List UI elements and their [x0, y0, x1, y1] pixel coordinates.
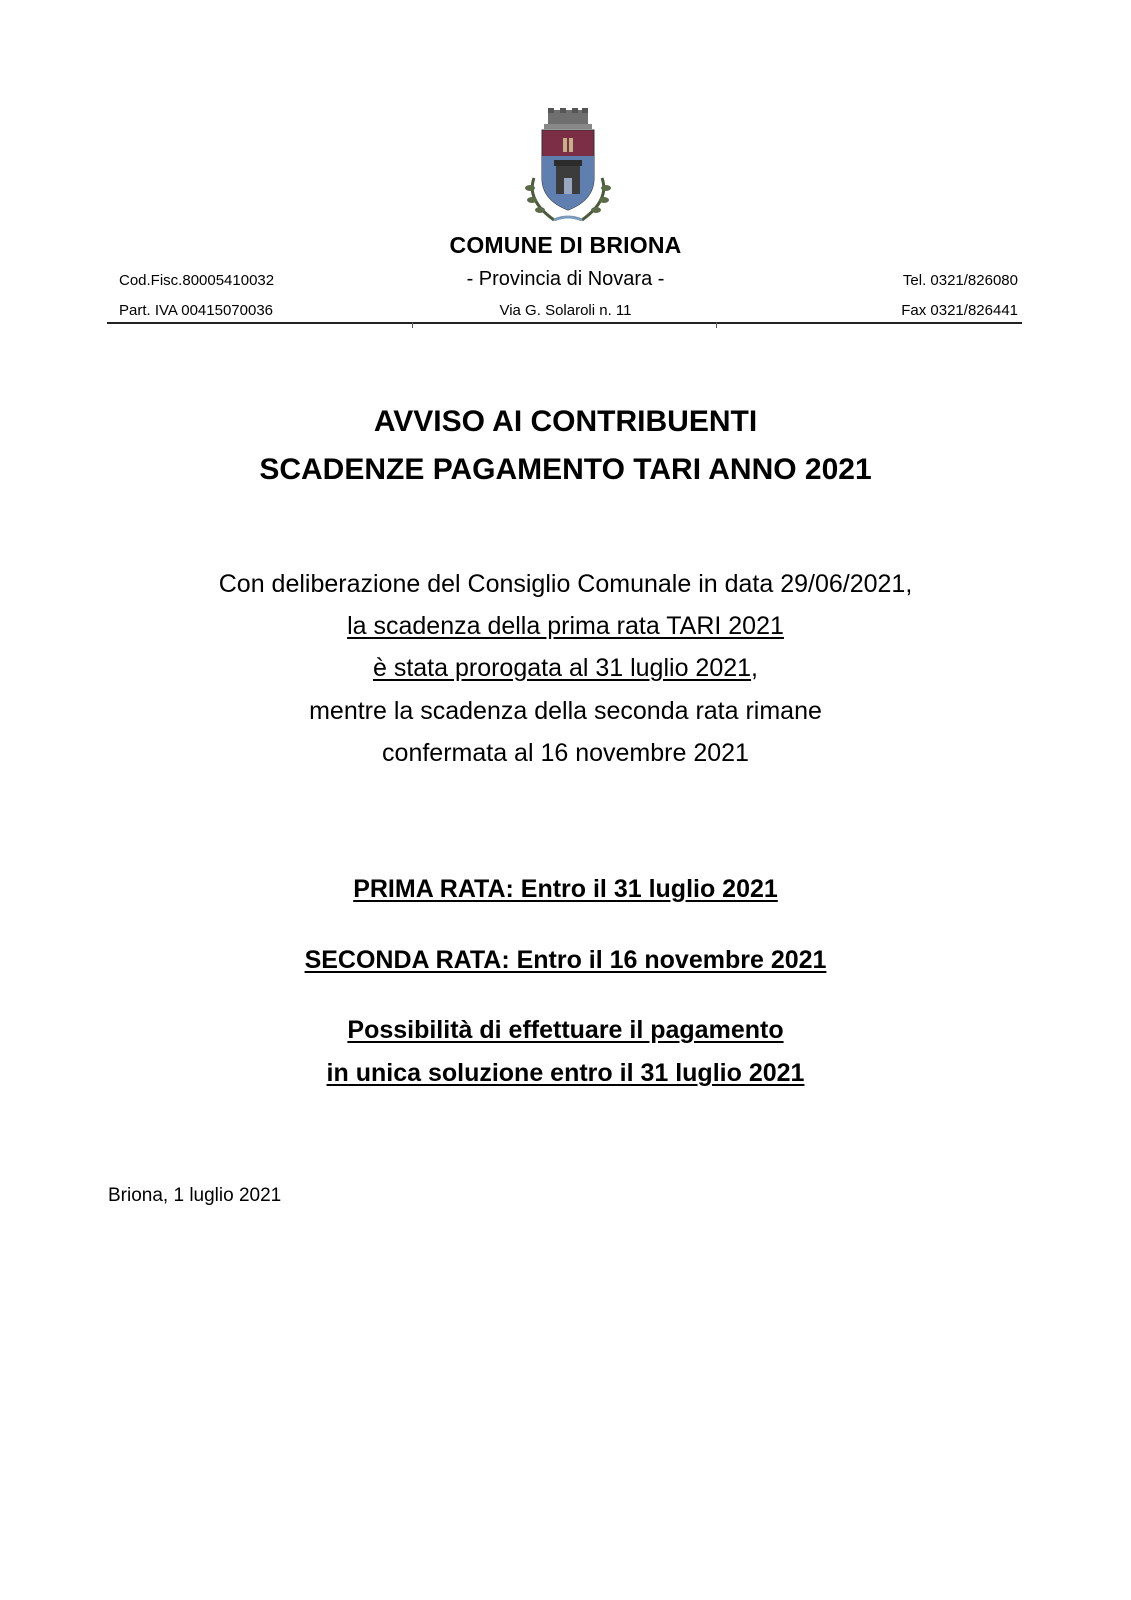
deadline-seconda-text: SECONDA RATA: Entro il 16 novembre 2021 — [304, 946, 827, 974]
notice-title: AVVISO AI CONTRIBUENTI — [373, 405, 758, 438]
header-divider — [107, 322, 1022, 324]
partita-iva: Part. IVA 00415070036 — [119, 302, 274, 319]
codice-fiscale: Cod.Fisc.80005410032 — [119, 272, 275, 289]
place-and-date: Briona, 1 luglio 2021 — [108, 1185, 282, 1206]
unica-soluzione-text: in unica soluzione entro il 31 luglio 2021 — [326, 1059, 805, 1087]
notice-subtitle: SCADENZE PAGAMENTO TARI ANNO 2021 — [259, 453, 872, 486]
comune-name: COMUNE DI BRIONA — [449, 232, 682, 258]
fax: Fax 0321/826441 — [901, 302, 1018, 319]
deadline-prima-rata — [0, 875, 1131, 904]
deadline-seconda-rata — [0, 946, 1131, 975]
extension-text: è stata prorogata al 31 luglio 2021 — [372, 654, 752, 682]
header-divider-tick — [716, 322, 717, 328]
deadline-unica-line1 — [0, 1016, 1131, 1045]
telefono: Tel. 0321/826080 — [902, 272, 1018, 289]
first-installment-text: la scadenza della prima rata TARI 2021 — [347, 612, 784, 640]
unica-soluzione-text: Possibilità di effettuare il pagamento — [347, 1016, 784, 1044]
header-divider-tick — [412, 322, 413, 328]
body-line: confermata al 16 novembre 2021 — [382, 739, 749, 767]
body-line: Con deliberazione del Consiglio Comunale in data 29/06/2021, — [218, 570, 913, 598]
body-line-underlined — [0, 612, 1131, 641]
deadline-unica-line2 — [0, 1059, 1131, 1088]
body-line-underlined — [0, 654, 1131, 683]
body-line: mentre la scadenza della seconda rata rimane — [309, 697, 822, 725]
provincia: - Provincia di Novara - — [466, 268, 665, 290]
comma: , — [751, 654, 758, 682]
indirizzo: Via G. Solaroli n. 11 — [499, 302, 632, 319]
coat-of-arms-icon — [516, 108, 620, 228]
deadline-prima-text: PRIMA RATA: Entro il 31 luglio 2021 — [353, 875, 778, 903]
